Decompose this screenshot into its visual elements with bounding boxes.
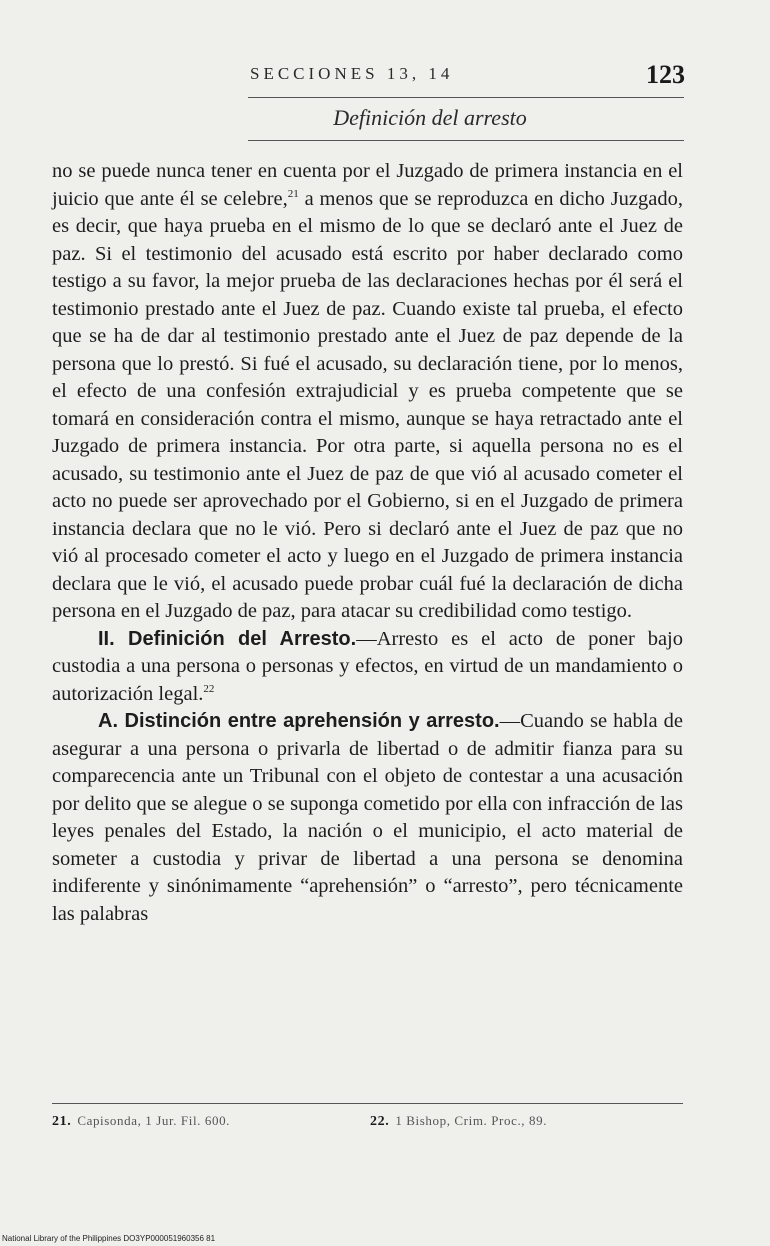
paragraph-1-text-a: no se puede nunca tener en cuenta por el Juzgado de primera instancia en el juicio que ante él se celebre, [52, 160, 683, 210]
paragraph-3 [52, 708, 683, 928]
footnote-text: Capisonda, 1 Jur. Fil. 600. [77, 1113, 231, 1128]
footnote-ref-22: 22 [203, 682, 215, 695]
body-text [52, 158, 683, 928]
footnote-number: 21. [52, 1114, 72, 1129]
footnote-text: 1 Bishop, Crim. Proc., 89. [395, 1113, 548, 1128]
subtitle-rule [248, 140, 684, 141]
paragraph-3-text: —Cuando se habla de asegurar a una persona o privarla de libertad o de admitir fianza para su comparecencia ante un Tribunal con el objeto de contestar a una acusación por delito que se alegue o se suponga cometido por ella con infracción de las leyes penales del Estado, la nación o el municipio, el acto material de someter a custodia y privar de libertad a una persona se denomina indiferente y sinónimamente “aprehensión” o “arresto”, pero técnicamente las palabras [52, 710, 683, 925]
footnote-21 [52, 1113, 230, 1130]
library-watermark: National Library of the Philippines DO3YP000051960356 81 [2, 1234, 216, 1243]
section-heading-ii: II. Definición del Arresto. [98, 627, 357, 650]
footnote-ref-21: 21 [287, 187, 299, 200]
footnote-22 [370, 1113, 547, 1130]
paragraph-1 [52, 158, 683, 626]
page-number: 123 [646, 60, 685, 89]
section-title: SECCIONES 13, 14 [250, 64, 454, 83]
paragraph-2 [52, 626, 683, 709]
footnote-number: 22. [370, 1114, 390, 1129]
section-heading-a: A. Distinción entre aprehensión y arresto. [98, 710, 500, 732]
page-subtitle: Definición del arresto [333, 105, 527, 130]
footnote-rule [52, 1103, 683, 1104]
header-rule [248, 97, 684, 98]
paragraph-1-text-b: a menos que se reproduzca en dicho Juzgado, es decir, que haya prueba en el mismo de lo que se declaró ante el Juez de paz. Si el testimonio del acusado está escrito por haber declarado como testigo a su favor, la mejor prueba de las declaraciones hechas por él será el testimonio prestado ante el Juez de paz. Cuando existe tal prueba, el efecto que se ha de dar al testimonio prestado ante el Juez de paz depende de la persona que lo prestó. Si fué el acusado, su declaración tiene, por lo menos, el efecto de una confesión extrajudicial y es prueba competente que se tomará en consideración contra el mismo, aunque se haya retractado ante el Juzgado de primera instancia. Por otra parte, si aquella persona no es el acusado, su testimonio ante el Juez de paz de que vió al acusado cometer el acto no puede ser aprovechado por el Gobierno, si en el Juzgado de primera instancia declara que no le vió. Pero si declaró ante el Juez de paz que no vió al procesado cometer el acto y luego en el Juzgado de primera instancia declara que le vió, el acusado puede probar cuál fué la declaración de dicha persona en el Juzgado de paz, para atacar su credibilidad como testigo. [52, 187, 684, 622]
paragraph-2-text: —Arresto es el acto de poner bajo custodia a una persona o personas y efectos, en virtud de un mandamiento o autorización legal. [52, 627, 683, 705]
